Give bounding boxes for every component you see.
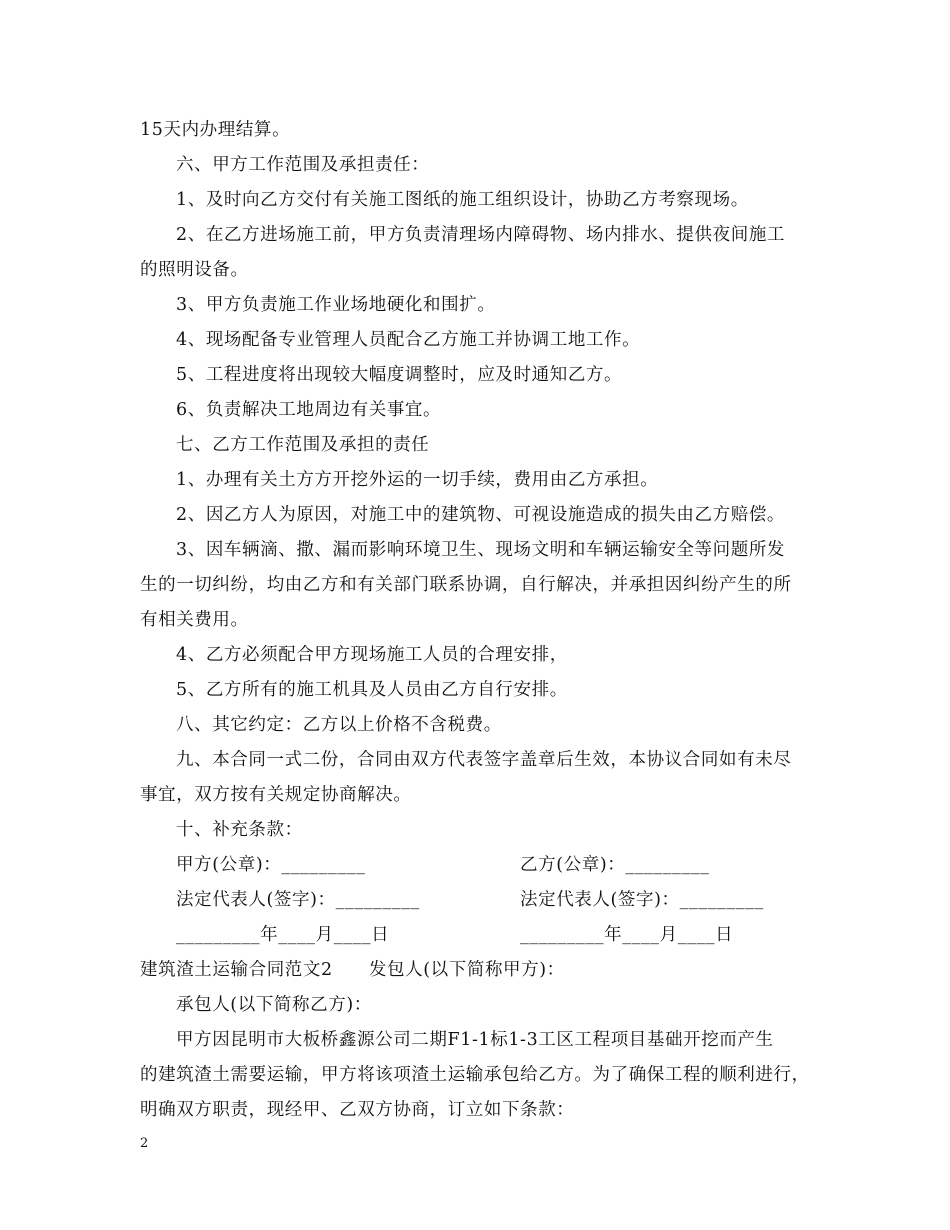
party-a-representative-field: 法定代表人(签字)：_________ (176, 890, 420, 910)
section-heading: 十、补充条款： (176, 820, 303, 840)
text-line: 有相关费用。 (140, 610, 249, 630)
section-heading: 九、本合同一式二份，合同由双方代表签字盖章后生效，本协议合同如有未尽 (176, 750, 792, 770)
text-line: 生的一切纠纷，均由乙方和有关部门联系协调，自行解决，并承担因纠纷产生的所 (140, 575, 792, 595)
text-line: 事宜，双方按有关规定协商解决。 (140, 785, 412, 805)
page-number: 2 (140, 1136, 149, 1151)
section-heading: 七、乙方工作范围及承担的责任 (176, 435, 430, 455)
section-heading: 六、甲方工作范围及承担责任： (176, 155, 430, 175)
section-heading: 八、其它约定：乙方以上价格不含税费。 (176, 715, 502, 735)
text-line: 5、乙方所有的施工机具及人员由乙方自行安排。 (176, 680, 568, 700)
contract-title: 建筑渣土运输合同范文2 发包人(以下简称甲方)： (140, 960, 565, 980)
text-line: 1、及时向乙方交付有关施工图纸的施工组织设计，协助乙方考察现场。 (176, 190, 749, 210)
text-line: 4、现场配备专业管理人员配合乙方施工并协调工地工作。 (176, 330, 641, 350)
text-line: 5、工程进度将出现较大幅度调整时，应及时通知乙方。 (176, 365, 623, 385)
party-b-seal-field: 乙方(公章)：_________ (520, 855, 710, 875)
text-line: 的照明设备。 (140, 260, 249, 280)
text-line: 2、因乙方人为原因，对施工中的建筑物、可视设施造成的损失由乙方赔偿。 (176, 505, 786, 525)
text-line: 15天内办理结算。 (140, 120, 291, 140)
text-line: 3、甲方负责施工作业场地硬化和围扩。 (176, 295, 496, 315)
party-a-date-field: _________年____月____日 (176, 925, 390, 945)
text-line: 2、在乙方进场施工前，甲方负责清理场内障碍物、场内排水、提供夜间施工 (176, 225, 786, 245)
text-line: 的建筑渣土需要运输，甲方将该项渣土运输承包给乙方。为了确保工程的顺利进行， (140, 1065, 810, 1085)
party-b-representative-field: 法定代表人(签字)：_________ (520, 890, 764, 910)
text-line: 4、乙方必须配合甲方现场施工人员的合理安排， (176, 645, 568, 665)
text-line: 1、办理有关土方方开挖外运的一切手续，费用由乙方承担。 (176, 470, 659, 490)
text-line: 3、因车辆滴、撒、漏而影响环境卫生、现场文明和车辆运输安全等问题所发 (176, 540, 786, 560)
party-a-seal-field: 甲方(公章)：_________ (176, 855, 366, 875)
text-line: 承包人(以下简称乙方)： (176, 995, 372, 1015)
party-b-date-field: _________年____月____日 (520, 925, 734, 945)
text-line: 甲方因昆明市大板桥鑫源公司二期F1-1标1-3工区工程项目基础开挖而产生 (176, 1030, 774, 1050)
text-line: 6、负责解决工地周边有关事宜。 (176, 400, 442, 420)
text-line: 明确双方职责，现经甲、乙双方协商，订立如下条款： (140, 1100, 575, 1120)
